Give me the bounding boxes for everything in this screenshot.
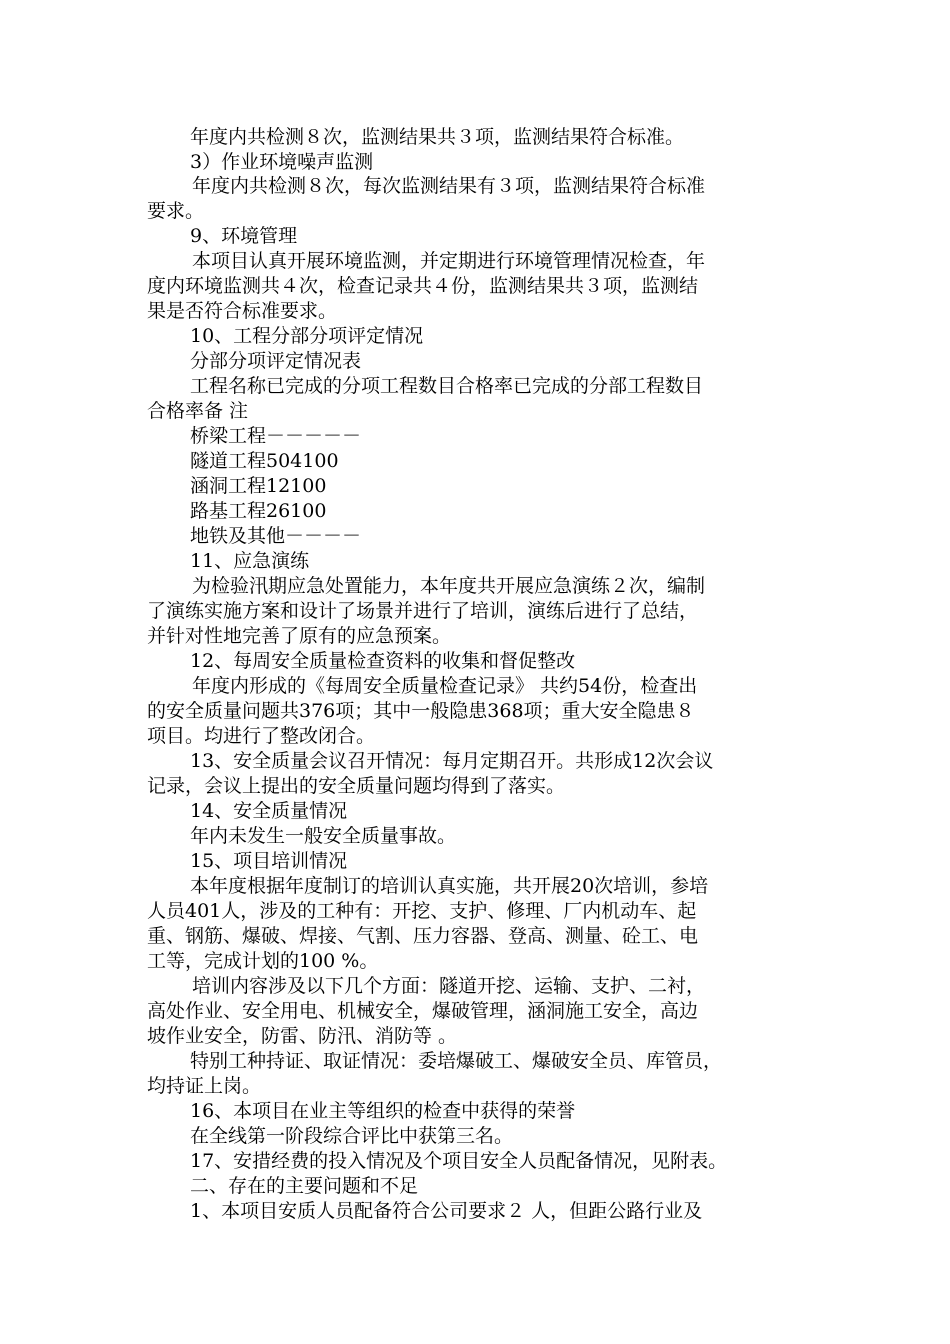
table-header: 合格率备 注 [147, 400, 249, 422]
section-heading: 10、工程分部分项评定情况 [190, 325, 424, 347]
text-line: 年度内共检测８次，监测结果共３项，监测结果符合标准。 [190, 126, 685, 148]
text-line: 重、钢筋、爆破、焊接、气割、压力容器、登高、测量、砼工、电 [147, 925, 699, 947]
text-line: 坡作业安全，防雷、防汛、消防等 。 [147, 1025, 458, 1047]
text-line: 特别工种持证、取证情况：委培爆破工、爆破安全员、库管员， [190, 1050, 723, 1072]
text-line: 果是否符合标准要求。 [147, 300, 338, 322]
section-heading: 14、安全质量情况 [190, 800, 348, 822]
section-heading: 13、安全质量会议召开情况：每月定期召开。共形成12次会议 [190, 750, 714, 772]
text-line: 高处作业、安全用电、机械安全，爆破管理，涵洞施工安全，高边 [147, 1000, 699, 1022]
table-header: 工程名称已完成的分项工程数目合格率已完成的分部工程数目 [190, 375, 704, 397]
table-row: 路基工程26100 [190, 500, 327, 522]
section-heading: 15、项目培训情况 [190, 850, 348, 872]
text-line: 要求。 [147, 200, 205, 222]
text-line: 培训内容涉及以下几个方面：隧道开挖、运输、支护、二衬， [192, 975, 706, 997]
text-line: 为检验汛期应急处置能力，本年度共开展应急演练２次，编制 [192, 575, 706, 597]
text-line: 项目。均进行了整改闭合。 [147, 725, 376, 747]
text-line: 1、本项目安质人员配备符合公司要求２ 人，但距公路行业及 [190, 1200, 703, 1222]
text-line: 均持证上岗。 [147, 1075, 262, 1097]
section-heading: 二、存在的主要问题和不足 [190, 1175, 419, 1197]
text-line: 人员401人，涉及的工种有：开挖、支护、修理、厂内机动车、起 [147, 900, 697, 922]
section-heading: 11、应急演练 [190, 550, 310, 572]
table-row: 涵洞工程12100 [190, 475, 327, 497]
text-line: 记录，会议上提出的安全质量问题均得到了落实。 [147, 775, 566, 797]
table-row: 地铁及其他－－－－ [190, 525, 362, 547]
text-line: 本项目认真开展环境监测，并定期进行环境管理情况检查，年 [192, 250, 706, 272]
section-heading: 9、环境管理 [190, 225, 298, 247]
text-line: 年内未发生一般安全质量事故。 [190, 825, 457, 847]
table-row: 隧道工程504100 [190, 450, 339, 472]
section-heading: 17、安措经费的投入情况及个项目安全人员配备情况，见附表。 [190, 1150, 728, 1172]
text-line: 度内环境监测共４次，检查记录共４份，监测结果共３项，监测结 [147, 275, 699, 297]
text-line: 3）作业环境噪声监测 [190, 151, 374, 173]
section-heading: 16、本项目在业主等组织的检查中获得的荣誉 [190, 1100, 576, 1122]
text-line: 本年度根据年度制订的培训认真实施，共开展20次培训，参培 [190, 875, 709, 897]
table-title: 分部分项评定情况表 [190, 350, 362, 372]
text-line: 在全线第一阶段综合评比中获第三名。 [190, 1125, 514, 1147]
text-line: 年度内共检测８次，每次监测结果有３项，监测结果符合标准 [192, 175, 706, 197]
text-line: 的安全质量问题共376项；其中一般隐患368项；重大安全隐患８ [147, 700, 695, 722]
text-line: 并针对性地完善了原有的应急预案。 [147, 625, 452, 647]
text-line: 工等，完成计划的100 %。 [147, 950, 379, 972]
section-heading: 12、每周安全质量检查资料的收集和督促整改 [190, 650, 576, 672]
text-line: 了演练实施方案和设计了场景并进行了培训，演练后进行了总结， [147, 600, 699, 622]
text-line: 年度内形成的《每周安全质量检查记录》 共约54份，检查出 [192, 675, 698, 697]
table-row: 桥梁工程－－－－－ [190, 425, 362, 447]
